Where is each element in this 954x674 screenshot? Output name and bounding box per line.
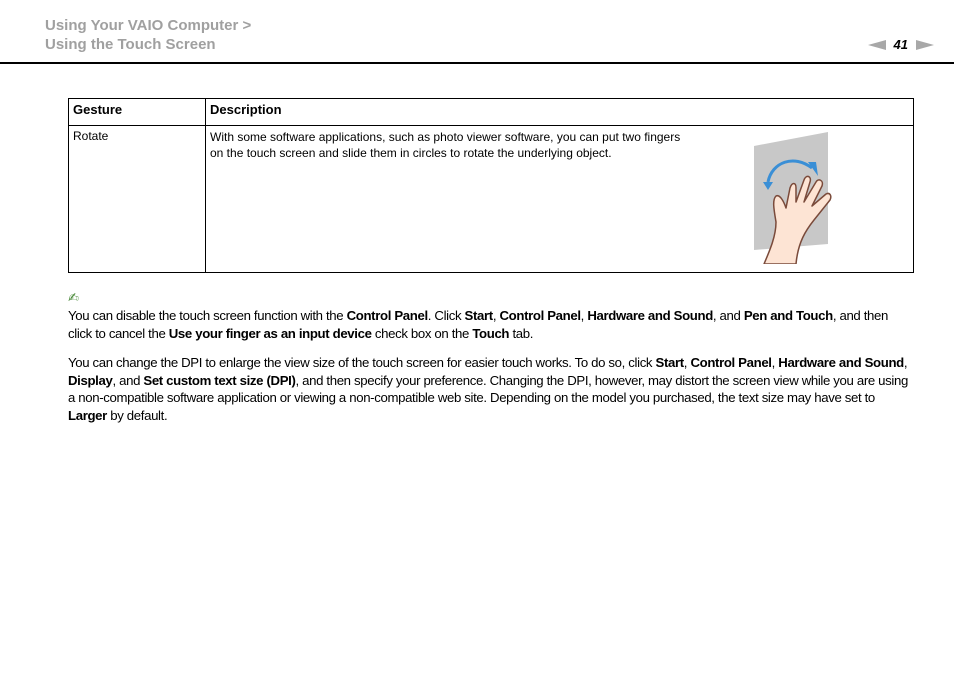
gesture-table [68,98,914,273]
dpi-paragraph [68,354,914,424]
text-run: , and then specify your preference. Changing the DPI, however, may distort the screen view while you are using a non-compatible software application or viewing a non-compatible web site. Depending on the model you purchased, the text size may have set to [68,372,908,405]
text-run: , [903,355,908,370]
text-run: . Click [427,308,465,323]
pencil-note-icon: ✍ [68,290,79,305]
text-run: , [683,355,691,370]
rotate-gesture-illustration [746,132,846,264]
header-divider [0,62,954,64]
text-run: , and [112,372,144,388]
emphasized-term: Start [464,308,493,323]
page-number: 41 [893,37,908,52]
text-run: You can change the DPI to enlarge the view size of the touch screen for easier touch works. To do so, click [68,355,656,370]
emphasized-term: Set custom text size (DPI) [143,372,296,388]
page-navigator [868,37,934,52]
text-run: tab. [509,325,534,341]
text-run: , and then click to cancel the [68,308,888,341]
table-header-row [69,99,914,126]
table-row [69,126,914,273]
text-run: , and [712,308,744,323]
previous-page-icon[interactable] [868,40,886,50]
disable-touch-paragraph [68,307,914,342]
text-run: check box on the [371,325,473,341]
text-run: by default. [106,407,168,423]
description-cell [206,126,914,273]
emphasized-term: Control Panel [499,308,581,323]
emphasized-term: Control Panel [690,355,772,370]
column-header-description: Description [206,99,914,126]
breadcrumb [45,16,251,54]
description-text: With some software applications, such as photo viewer software, you can put two fingers on the touch screen and slide them in circles to rotate the underlying object. [210,130,681,160]
next-page-icon[interactable] [916,40,934,50]
emphasized-term: Larger [68,407,107,423]
text-run: , [492,308,500,323]
text-run: , [771,355,779,370]
gesture-cell: Rotate [69,126,206,273]
emphasized-term: Start [655,355,684,370]
breadcrumb-parent[interactable]: Using Your VAIO Computer > [45,17,252,34]
column-header-gesture: Gesture [69,99,206,126]
emphasized-term: Hardware and Sound [778,355,904,370]
breadcrumb-current[interactable]: Using the Touch Screen [45,36,216,53]
text-run: , [580,308,588,323]
emphasized-term: Control Panel [346,308,428,323]
emphasized-term: Touch [472,325,510,341]
emphasized-term: Display [68,372,113,388]
emphasized-term: Use your finger as an input device [168,325,372,341]
emphasized-term: Pen and Touch [743,308,833,323]
emphasized-term: Hardware and Sound [587,308,713,323]
text-run: You can disable the touch screen function with the [68,308,347,323]
